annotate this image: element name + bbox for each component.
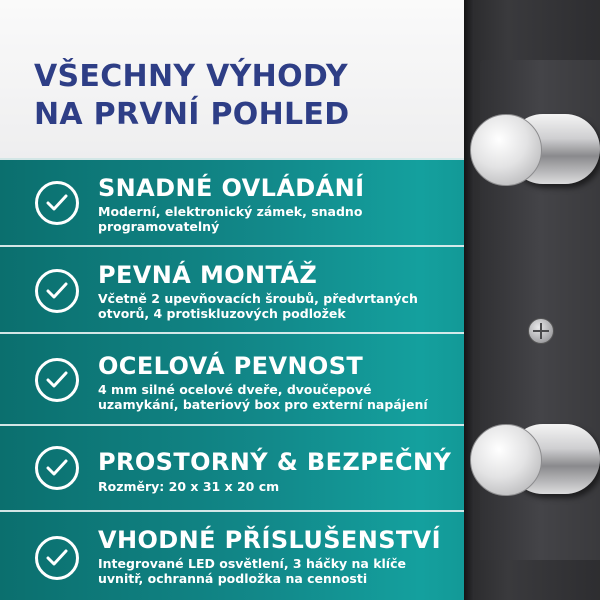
checkmark-circle-icon [35,358,79,402]
feature-title: SNADNÉ OVLÁDÁNÍ [98,174,365,202]
feature-description-line: Včetně 2 upevňovacích šroubů, předvrtaných [98,291,418,306]
feature-description [98,382,458,412]
feature-item [0,162,465,246]
feature-title: PROSTORNÝ & BEZPEČNÝ [98,448,452,476]
divider [0,424,465,426]
feature-title: VHODNÉ PŘÍSLUŠENSTVÍ [98,526,441,554]
screw-icon [528,318,554,344]
feature-title: PEVNÁ MONTÁŽ [98,261,318,289]
feature-description-line: Rozměry: 20 x 31 x 20 cm [98,479,280,494]
headline [34,58,454,134]
feature-description [98,204,458,234]
checkmark-circle-icon [35,536,79,580]
locking-bolt-bottom-cap [470,424,542,496]
feature-description-line: uvnitř, ochranná podložka na cennosti [98,571,368,586]
locking-bolt-top-cap [470,114,542,186]
feature-description [98,291,458,321]
headline-line-2: NA PRVNÍ POHLED [34,97,350,132]
feature-item [0,514,465,598]
feature-item [0,249,465,333]
feature-description-line: programovatelný [98,219,220,234]
checkmark-circle-icon [35,269,79,313]
headline-line-1: VŠECHNY VÝHODY [34,59,348,94]
feature-description-line: Integrované LED osvětlení, 3 háčky na klíče [98,556,406,571]
feature-description-line: otvorů, 4 protiskluzových podložek [98,306,346,321]
divider [0,158,465,160]
feature-description [98,556,458,586]
feature-description-line: uzamykání, bateriový box pro externí napájení [98,397,428,412]
feature-item [0,428,465,512]
checkmark-circle-icon [35,181,79,225]
feature-description-line: Moderní, elektronický zámek, snadno [98,204,363,219]
feature-item [0,336,465,420]
feature-title: OCELOVÁ PEVNOST [98,352,364,380]
safe-door-edge [464,0,474,600]
feature-description [98,479,458,494]
feature-description-line: 4 mm silné ocelové dveře, dvoučepové [98,382,372,397]
checkmark-circle-icon [35,446,79,490]
